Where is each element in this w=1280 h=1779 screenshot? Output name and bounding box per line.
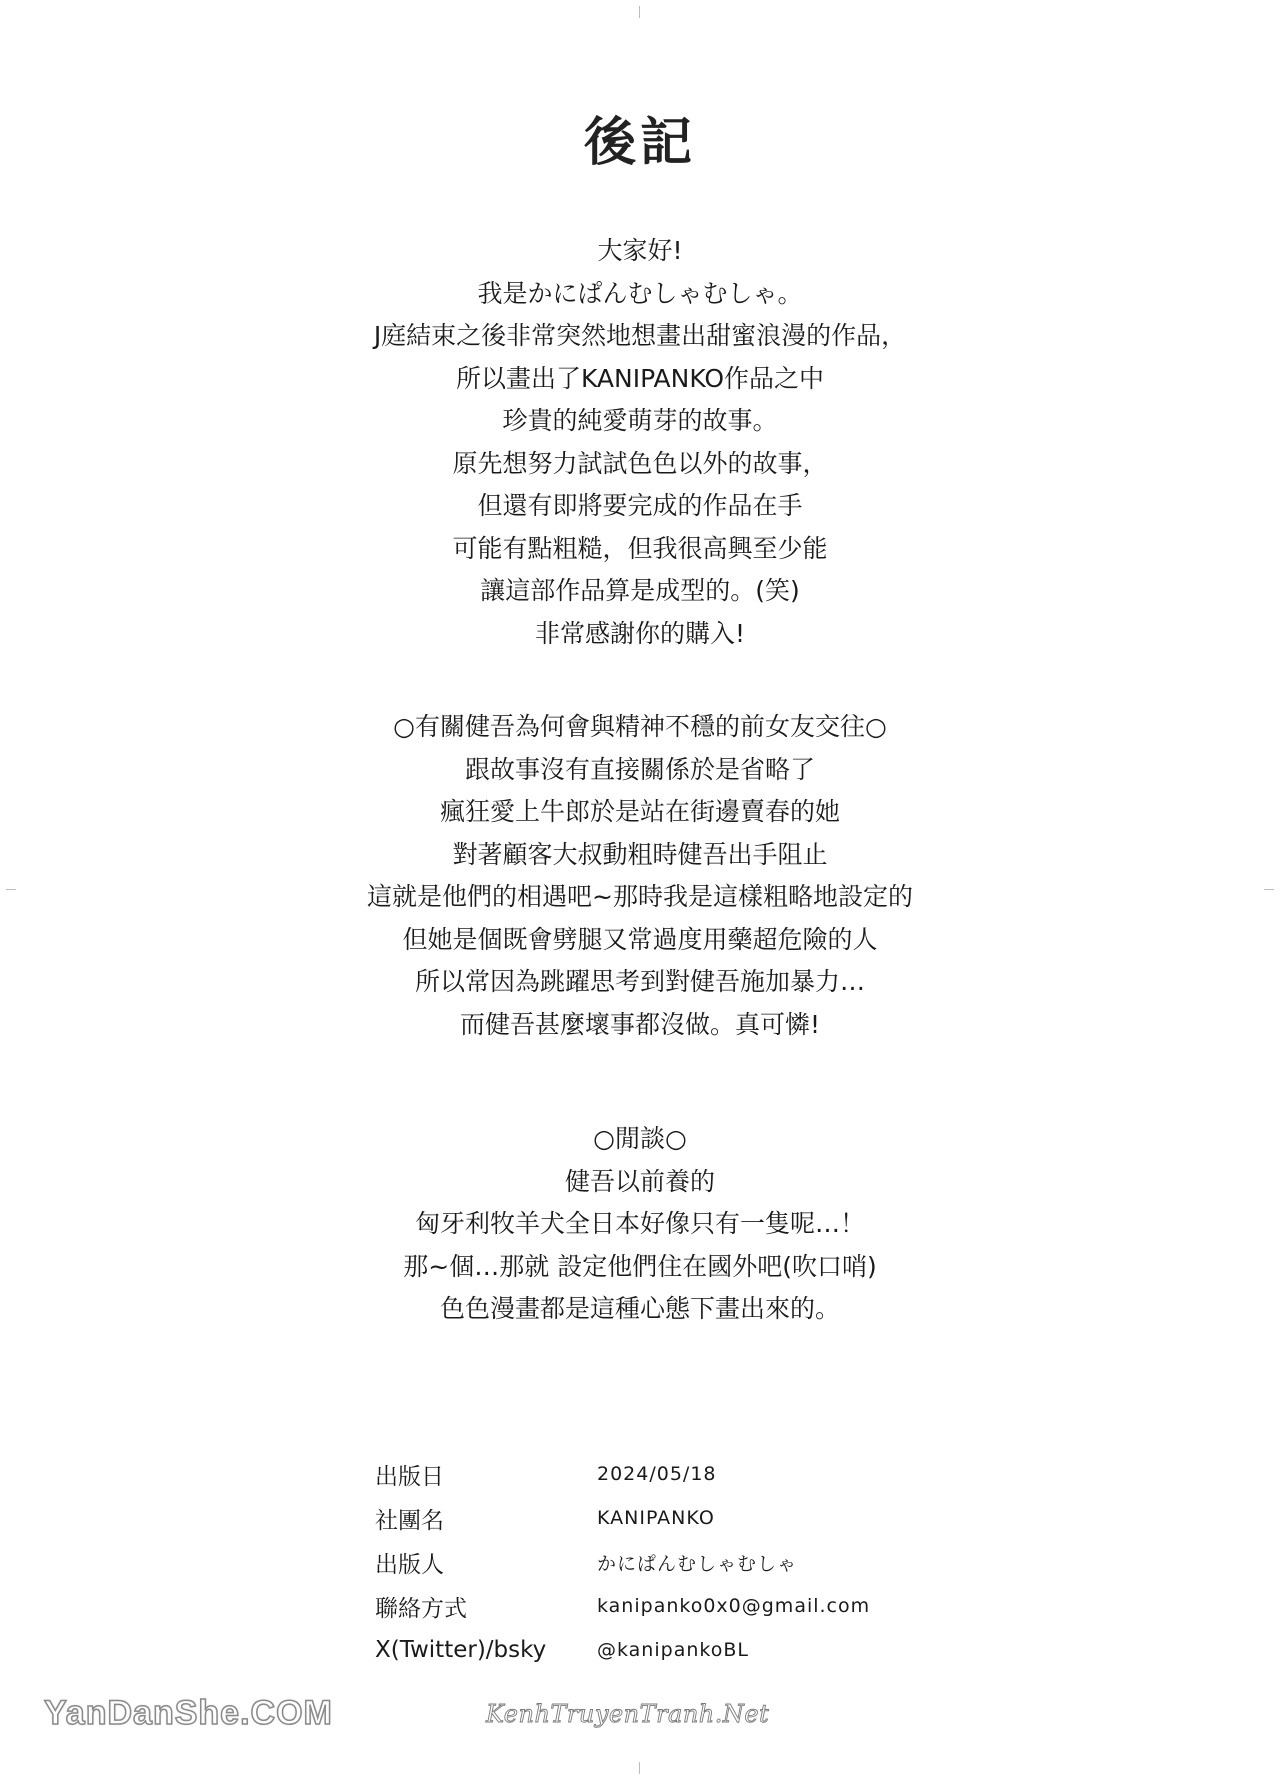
colophon-label: 社團名 <box>375 1507 444 1534</box>
crop-mark-bottom <box>639 1762 640 1774</box>
colophon <box>375 1452 935 1672</box>
intro-line: 原先想努力試試色色以外的故事， <box>452 448 828 478</box>
intro-line: 珍貴的純愛萌芽的故事。 <box>502 406 778 435</box>
intro-line: 可能有點粗糙，但我很高興至少能 <box>452 533 828 563</box>
chat-line: 匈牙利牧羊犬全日本好像只有一隻呢…！ <box>414 1209 865 1238</box>
page-title: 後記 <box>583 113 696 173</box>
colophon-row-contact <box>375 1584 935 1628</box>
intro-line: J庭結束之後非常突然地想畫出甜蜜浪漫的作品， <box>373 321 907 350</box>
chat-section <box>0 1118 1280 1331</box>
ex-line: 這就是他們的相遇吧~那時我是這樣粗略地設定的 <box>367 882 913 911</box>
ex-line: 而健吾甚麼壞事都沒做。真可憐! <box>459 1009 821 1039</box>
colophon-row-date <box>375 1452 935 1496</box>
colophon-value: kanipanko0x0@gmail.com <box>597 1595 871 1617</box>
intro-paragraph <box>0 230 1280 655</box>
intro-line: 非常感謝你的購入! <box>534 618 746 648</box>
chat-section-heading: ○閒談○ <box>593 1124 687 1153</box>
intro-line: 我是かにぱんむしゃむしゃ。 <box>477 278 803 308</box>
colophon-value: 2024/05/18 <box>597 1463 717 1485</box>
colophon-row-publisher <box>375 1540 935 1584</box>
ex-line: 但她是個既會劈腿又常過度用藥超危險的人 <box>402 924 878 954</box>
ex-girlfriend-section <box>0 706 1280 1046</box>
ex-line: 所以常因為跳躍思考到對健吾施加暴力… <box>414 967 865 996</box>
colophon-row-circle <box>375 1496 935 1540</box>
chat-line: 色色漫畫都是這種心態下畫出來的。 <box>439 1294 840 1323</box>
watermark-yandanshe: YanDanShe.COM <box>44 1694 333 1732</box>
watermark-kenhtruyentranh: KenhTruyenTranh.Net <box>486 1700 770 1728</box>
colophon-label: 出版日 <box>375 1463 444 1490</box>
colophon-label: X(Twitter)/bsky <box>375 1637 547 1663</box>
ex-line: 跟故事沒有直接關係於是省略了 <box>464 754 815 784</box>
crop-mark-top <box>639 6 640 18</box>
colophon-value: かにぱんむしゃむしゃ <box>597 1552 798 1575</box>
colophon-row-social <box>375 1628 935 1672</box>
colophon-label: 出版人 <box>375 1551 444 1578</box>
intro-line: 大家好! <box>597 236 683 265</box>
colophon-value: @kanipankoBL <box>597 1639 749 1661</box>
ex-line: 對著顧客大叔動粗時健吾出手阻止 <box>452 839 828 869</box>
colophon-label: 聯絡方式 <box>375 1595 467 1622</box>
ex-line: 瘋狂愛上牛郎於是站在街邊賣春的她 <box>439 797 840 826</box>
intro-line: 所以畫出了KANIPANKO作品之中 <box>455 363 825 393</box>
intro-line: 讓這部作品算是成型的。(笑) <box>480 576 800 605</box>
chat-line: 健吾以前養的 <box>564 1166 715 1196</box>
chat-line: 那~個…那就 設定他們住在國外吧(吹口哨) <box>403 1251 877 1281</box>
ex-section-heading: ○有關健吾為何會與精神不穩的前女友交往○ <box>393 712 887 741</box>
colophon-value: KANIPANKO <box>597 1507 715 1529</box>
intro-line: 但還有即將要完成的作品在手 <box>477 491 803 520</box>
